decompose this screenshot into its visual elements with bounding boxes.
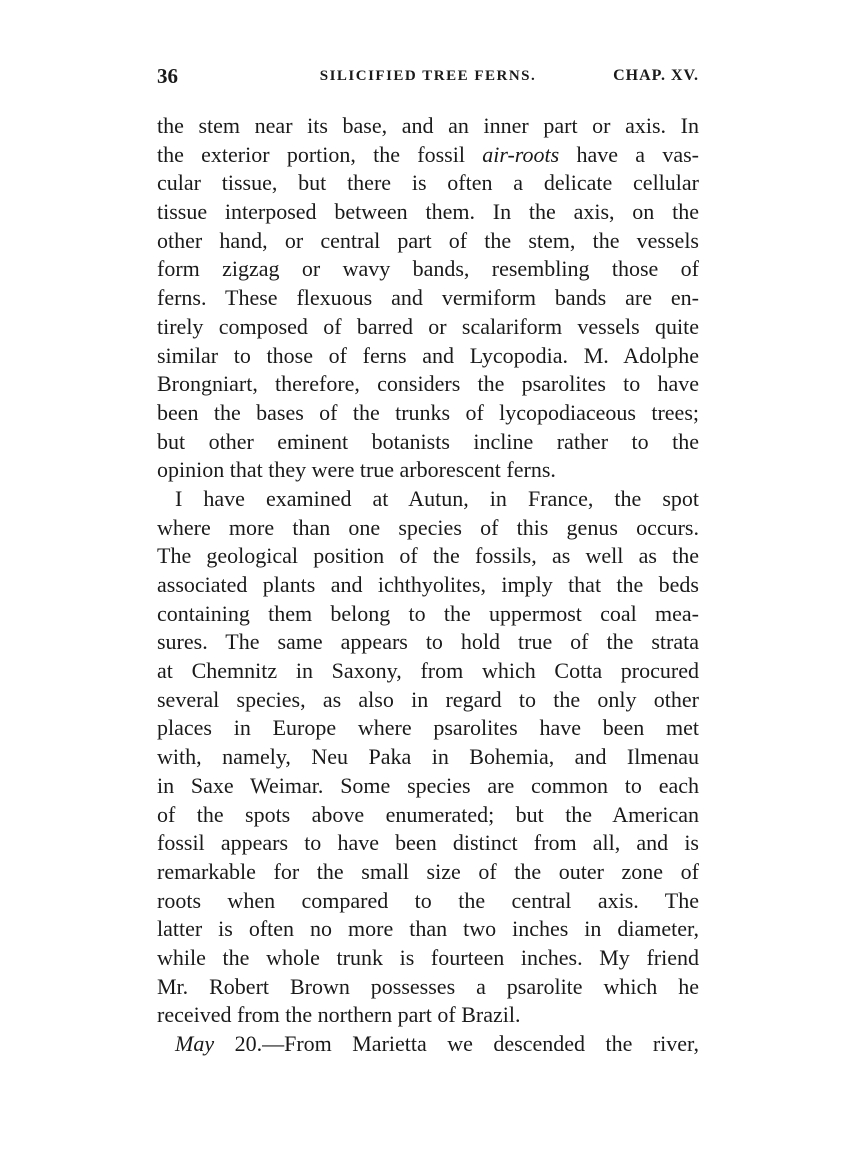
chapter-label: CHAP. XV. — [613, 67, 699, 84]
text-segment: ferns. These flexuous and vermiform bands are en- — [157, 285, 699, 311]
text-line — [157, 887, 699, 916]
text-line — [157, 456, 699, 485]
text-segment: fossil appears to have been distinct from all, and is — [157, 830, 699, 856]
text-line — [157, 571, 699, 600]
text-line — [157, 858, 699, 887]
text-segment: in Saxe Weimar. Some species are common to each — [157, 772, 699, 798]
text-segment: places in Europe where psarolites have been met — [157, 715, 699, 741]
text-segment: several species, as also in regard to the only other — [157, 686, 699, 712]
text-segment: I have examined at Autun, in France, the spot — [175, 485, 699, 511]
page-number: 36 — [157, 64, 178, 88]
text-line — [157, 600, 699, 629]
running-title: SILICIFIED TREE FERNS. — [319, 68, 537, 84]
text-line — [157, 542, 699, 571]
text-segment: The geological position of the fossils, as well as the — [157, 543, 699, 569]
text-segment: where more than one species of this genus occurs. — [157, 514, 699, 540]
text-line — [157, 485, 699, 514]
text-line — [157, 1001, 699, 1030]
text-segment: similar to those of ferns and Lycopodia. M. Adolphe — [157, 342, 699, 368]
text-line — [157, 1030, 699, 1059]
text-segment: associated plants and ichthyolites, imply that the beds — [157, 572, 699, 597]
text-line — [157, 657, 699, 686]
text-line — [157, 370, 699, 399]
text-segment: been the bases of the trunks of lycopodiaceous trees; — [157, 399, 699, 425]
text-segment: the exterior portion, the fossil — [157, 141, 483, 167]
text-segment: with, namely, Neu Paka in Bohemia, and Ilmenau — [157, 744, 699, 770]
text-line — [157, 313, 699, 342]
text-segment: Mr. Robert Brown possesses a psarolite which he — [157, 973, 699, 999]
text-segment: form zigzag or wavy bands, resembling those of — [157, 256, 699, 282]
text-line — [157, 514, 699, 543]
text-segment: received from the northern part of Brazil. — [157, 1002, 521, 1028]
text-line — [157, 428, 699, 457]
text-segment: the stem near its base, and an inner part or axis. In — [157, 113, 699, 138]
text-segment: but other eminent botanists incline rather to the — [157, 428, 699, 454]
text-segment: containing them belong to the uppermost coal mea- — [157, 600, 699, 626]
text-line — [157, 628, 699, 657]
text-segment: while the whole trunk is fourteen inches. My friend — [157, 944, 699, 970]
text-line — [157, 714, 699, 743]
text-line — [157, 141, 699, 170]
text-line — [157, 973, 699, 1002]
text-segment: remarkable for the small size of the outer zone of — [157, 858, 699, 884]
text-line — [157, 284, 699, 313]
italic-text: May — [175, 1031, 215, 1056]
text-segment: latter is often no more than two inches in diameter, — [157, 916, 699, 942]
text-line — [157, 255, 699, 284]
text-line — [157, 198, 699, 227]
text-segment: at Chemnitz in Saxony, from which Cotta procured — [157, 658, 699, 684]
text-line — [157, 743, 699, 772]
text-line — [157, 915, 699, 944]
text-line — [157, 169, 699, 198]
text-segment: opinion that they were true arborescent ferns. — [157, 457, 556, 483]
text-segment: 20.—From Marietta we descended the river, — [214, 1031, 699, 1056]
page-header — [157, 64, 699, 88]
text-line — [157, 112, 699, 141]
text-segment: of the spots above enumerated; but the American — [157, 801, 699, 827]
italic-text: air-roots — [482, 141, 560, 167]
text-segment: sures. The same appears to hold true of the strata — [157, 629, 699, 655]
text-segment: have a vas- — [559, 141, 699, 167]
text-line — [157, 801, 699, 830]
text-segment: Brongniart, therefore, considers the psarolites to have — [157, 371, 699, 397]
text-segment: cular tissue, but there is often a delicate cellular — [157, 170, 699, 196]
text-line — [157, 227, 699, 256]
text-line — [157, 686, 699, 715]
text-line — [157, 772, 699, 801]
text-line — [157, 829, 699, 858]
text-segment: other hand, or central part of the stem, the vessels — [157, 227, 699, 253]
text-segment: tirely composed of barred or scalariform vessels quite — [157, 313, 699, 339]
text-line — [157, 944, 699, 973]
text-segment: roots when compared to the central axis. The — [157, 887, 699, 913]
text-line — [157, 399, 699, 428]
text-line — [157, 342, 699, 371]
body-text — [157, 112, 699, 1059]
text-segment: tissue interposed between them. In the axis, on the — [157, 199, 699, 225]
